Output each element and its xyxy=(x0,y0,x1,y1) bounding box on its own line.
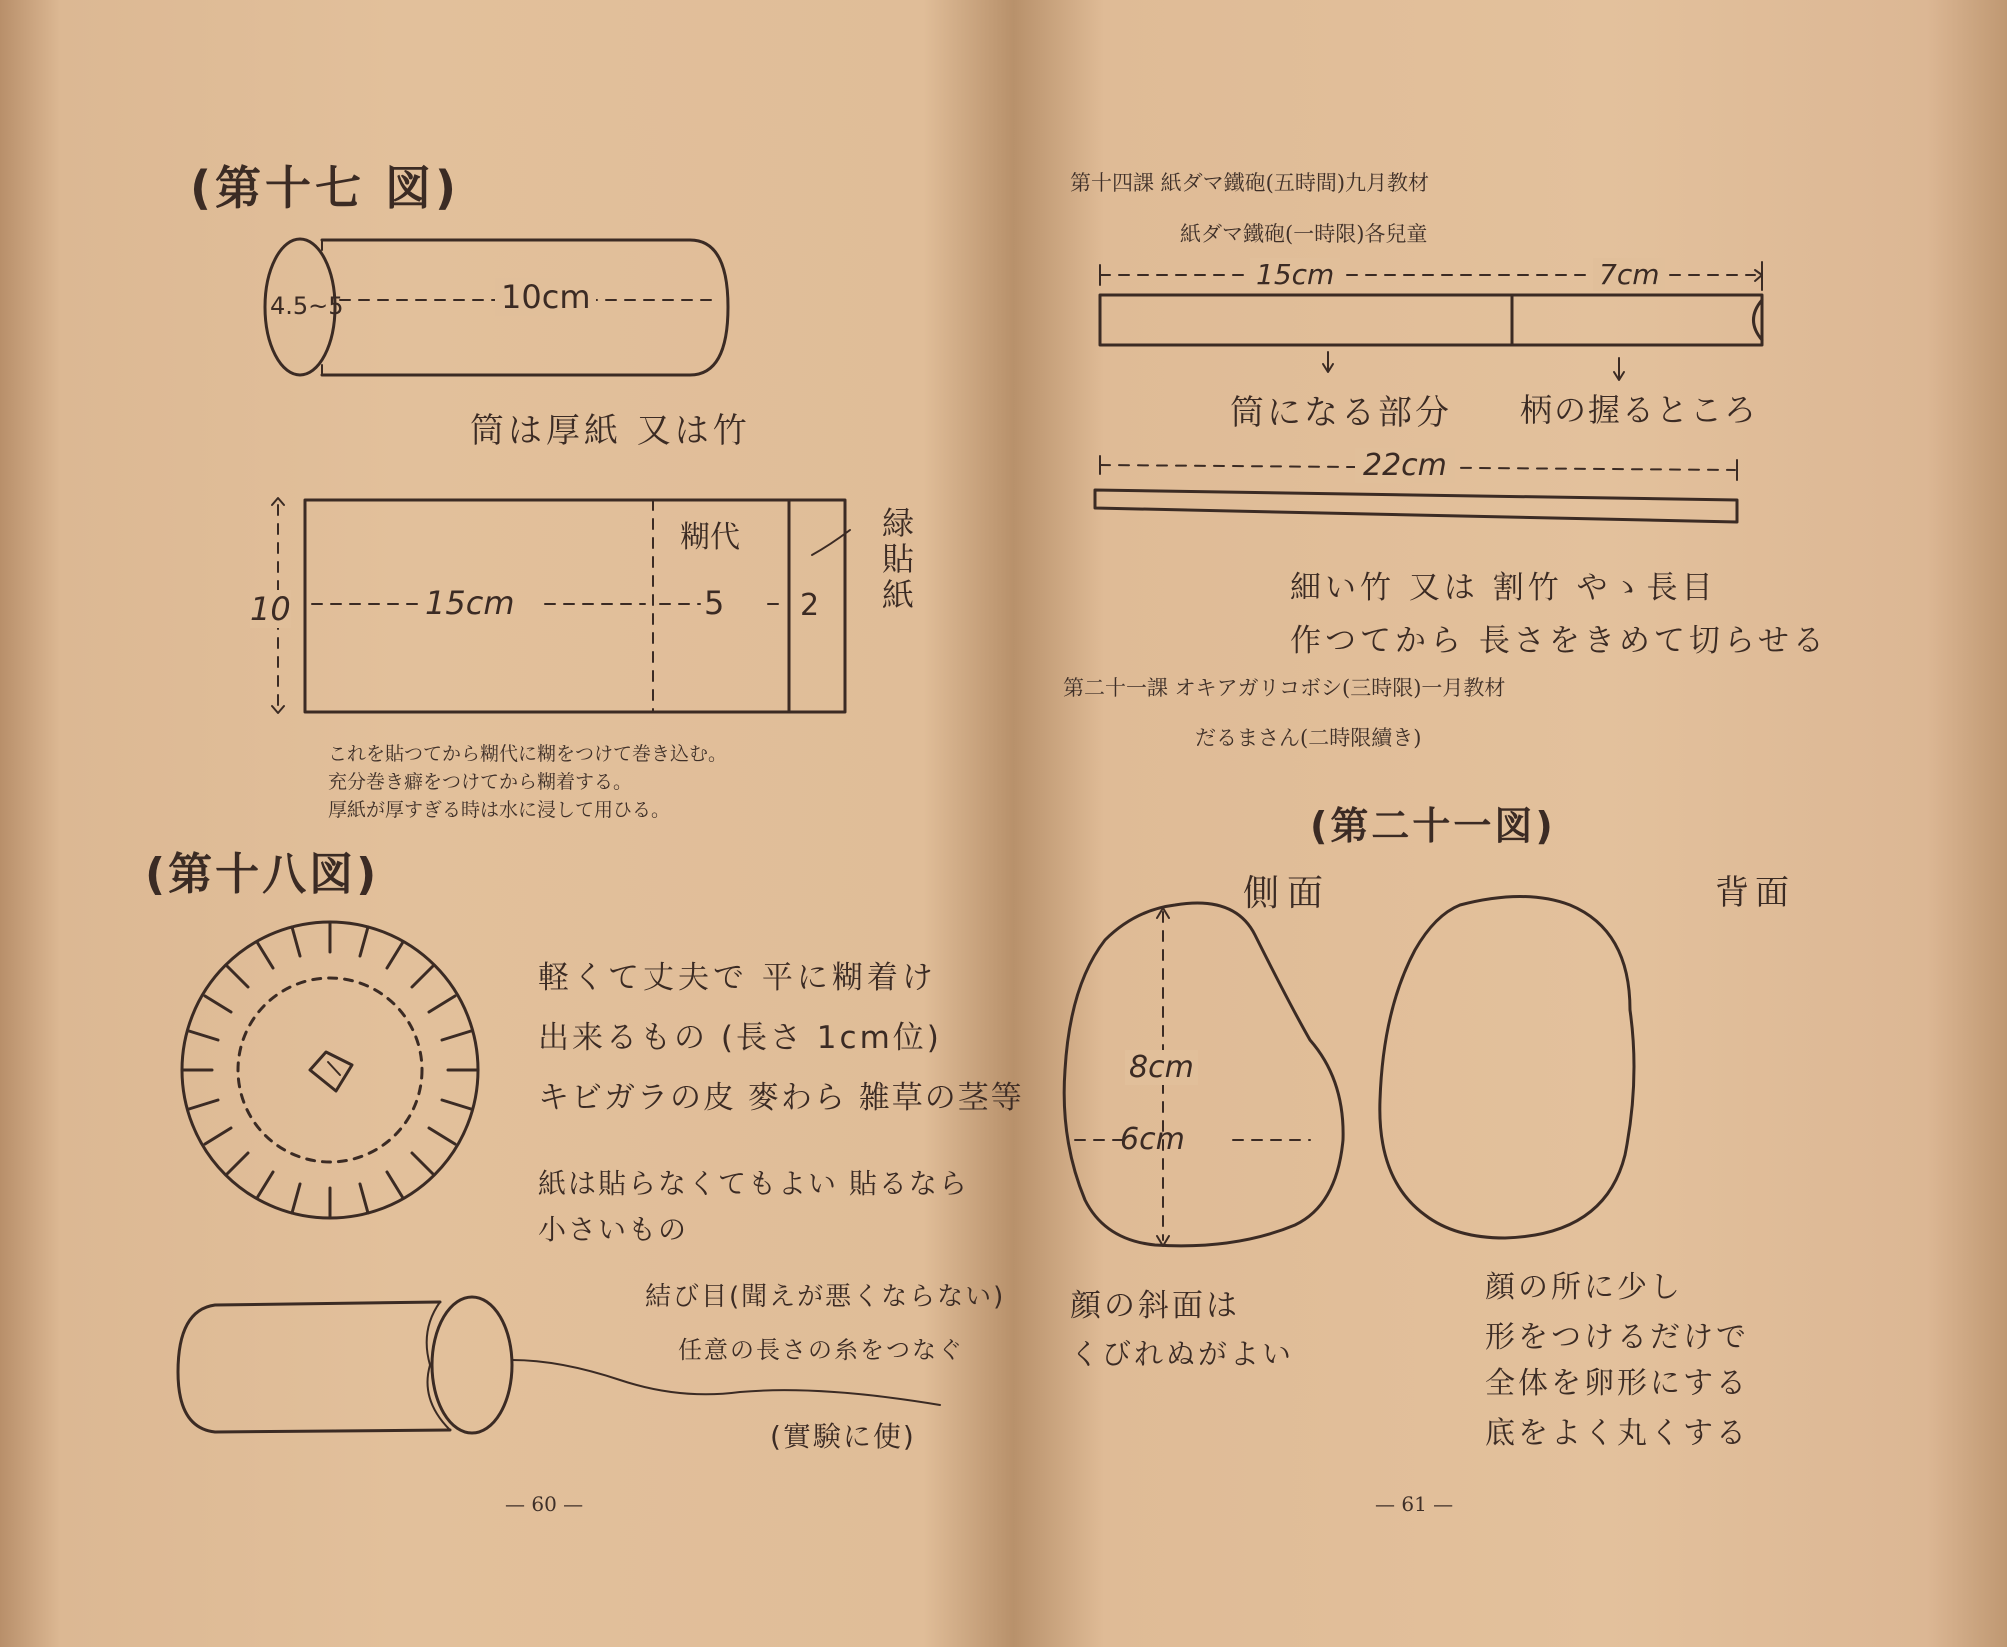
lesson14-dim-7: 7cm xyxy=(1593,258,1665,291)
fig21-back-view-drawing xyxy=(1380,897,1634,1239)
fig21-height-label: 8cm xyxy=(1125,1050,1198,1085)
lesson14-dim-15: 15cm xyxy=(1250,258,1340,291)
fig17-rectangle-drawing xyxy=(272,498,850,713)
fig17-side-label: 緑 貼 紙 xyxy=(881,504,914,614)
fig21-title: (第二十一図) xyxy=(1310,804,1556,848)
fig18-note-a3: キビガラの皮 麥わら 雑草の茎等 xyxy=(538,1080,1024,1116)
fig17-glue-label: 糊代 xyxy=(680,520,740,555)
lesson14-subheader: 紙ダマ鐵砲(一時限)各兒童 xyxy=(1180,222,1428,246)
lesson14-grip-label: 柄の握るところ xyxy=(1520,391,1759,429)
fig18-disc-drawing xyxy=(182,922,478,1218)
fig21-back-label: 背面 xyxy=(1715,873,1795,913)
fig18-note-b1: 紙は貼らなくてもよい 貼るなら xyxy=(538,1167,969,1200)
fig21-right-note-2: 形をつけるだけで xyxy=(1485,1320,1749,1355)
page-number-61: — 61 — xyxy=(1375,1492,1454,1516)
fig18-note-a1: 軽くて丈夫で 平に糊着け xyxy=(538,960,937,996)
fig17-title: (第十七 図) xyxy=(190,161,461,215)
fig18-string-note-2: 任意の長さの糸をつなぐ xyxy=(678,1336,964,1364)
fig17-note-2: 充分巻き癖をつけてから糊着する。 xyxy=(328,771,633,793)
fig21-width-label: 6cm xyxy=(1120,1122,1185,1157)
lesson14-header: 第十四課 紙ダマ鐵砲(五時間)九月教材 xyxy=(1070,171,1430,195)
fig21-right-note-1: 顔の所に少し xyxy=(1485,1270,1683,1305)
lesson14-note-1: 細い竹 又は 割竹 やゝ長目 xyxy=(1290,570,1717,606)
fig17-glue-length-label: 5 xyxy=(704,584,725,622)
lesson14-tube-label: 筒になる部分 xyxy=(1230,393,1452,433)
fig17-main-length-label: 15cm xyxy=(425,584,515,622)
fig21-side-view-drawing xyxy=(1064,903,1343,1246)
fig18-string-note-1: 結び目(聞えが悪くならない) xyxy=(645,1282,1006,1312)
fig17-height-label: 10 xyxy=(250,590,291,628)
fig18-note-b2: 小さいもの xyxy=(538,1213,689,1246)
fig18-note-a2: 出来るもの (長さ 1cm位) xyxy=(538,1020,942,1056)
fig17-edge-length-label: 2 xyxy=(800,588,820,623)
fig18-title: (第十八図) xyxy=(145,849,380,900)
fig18-tube-drawing xyxy=(178,1297,940,1433)
fig21-right-note-4: 底をよく丸くする xyxy=(1485,1416,1749,1451)
fig17-note-3: 厚紙が厚すぎる時は水に浸して用ひる。 xyxy=(328,799,671,821)
fig21-right-note-3: 全体を卵形にする xyxy=(1485,1366,1749,1401)
fig21-left-note-1: 顔の斜面は xyxy=(1070,1288,1240,1324)
right-page xyxy=(1025,0,2007,1647)
fig17-length-label: 10cm xyxy=(495,278,596,316)
fig18-usage-note: (實験に使) xyxy=(770,1420,916,1453)
fig21-side-label: 側面 xyxy=(1243,873,1332,914)
lesson21-header: 第二十一課 オキアガリコボシ(三時限)一月教材 xyxy=(1063,676,1506,700)
fig21-left-note-2: くびれぬがよい xyxy=(1070,1337,1295,1371)
page-number-60: — 60 — xyxy=(505,1492,584,1516)
lesson14-dim-22: 22cm xyxy=(1355,448,1455,483)
fig17-diameter-label: 4.5~5 xyxy=(270,292,344,320)
fig17-note-1: これを貼つてから糊代に糊をつけて巻き込む。 xyxy=(328,743,728,765)
lesson14-note-2: 作つてから 長さをきめて切らせる xyxy=(1290,623,1828,659)
fig17-caption: 筒は厚紙 又は竹 xyxy=(470,411,751,451)
lesson21-subheader: だるまさん(二時限續き) xyxy=(1195,726,1422,750)
